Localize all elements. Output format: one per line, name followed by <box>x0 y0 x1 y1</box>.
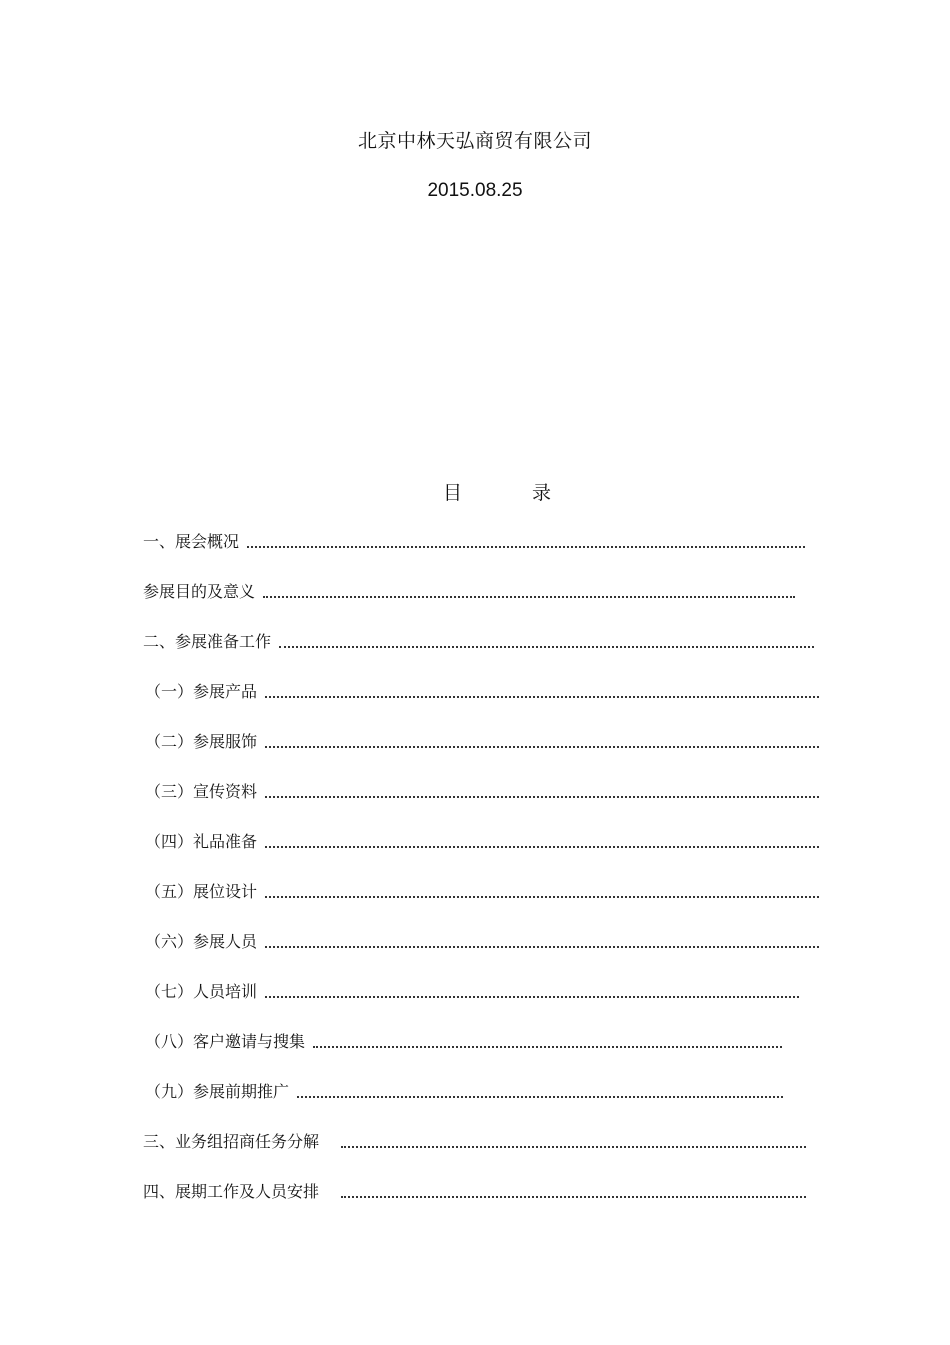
toc-entry-label: （七）人员培训 <box>145 982 258 1001</box>
dot-leader <box>263 596 795 598</box>
toc-entry[interactable] <box>143 528 805 552</box>
toc-entry-label: （二）参展服饰 <box>145 732 258 751</box>
toc-entry[interactable] <box>145 1028 782 1052</box>
dot-leader <box>279 646 814 648</box>
dot-leader <box>297 1096 783 1098</box>
dot-leader <box>265 746 819 748</box>
dot-leader <box>313 1046 782 1048</box>
toc-entry[interactable] <box>145 728 819 752</box>
toc-entry[interactable] <box>145 678 819 702</box>
dot-leader <box>265 696 819 698</box>
toc-entry[interactable] <box>145 878 819 902</box>
document-date: 2015.08.25 <box>427 180 523 201</box>
dot-leader <box>265 796 819 798</box>
toc-entry[interactable] <box>145 928 819 952</box>
toc-entry-label: 三、业务组招商任务分解 <box>143 1132 320 1151</box>
toc-entry-label: （四）礼品准备 <box>145 832 258 851</box>
toc-entry-label: 二、参展准备工作 <box>143 632 272 651</box>
toc-entry-label: 一、展会概况 <box>143 532 240 551</box>
dot-leader <box>341 1196 806 1198</box>
dot-leader <box>341 1146 806 1148</box>
dot-leader <box>265 846 819 848</box>
toc-entry-label: （八）客户邀请与搜集 <box>145 1032 306 1051</box>
toc-entry-label: （一）参展产品 <box>145 682 258 701</box>
toc-entry[interactable] <box>143 1178 806 1202</box>
toc-entry[interactable] <box>145 778 819 802</box>
toc-entry[interactable] <box>143 628 814 652</box>
dot-leader <box>265 896 819 898</box>
toc-entry-label: （三）宣传资料 <box>145 782 258 801</box>
dot-leader <box>265 946 819 948</box>
company-name: 北京中林天弘商贸有限公司 <box>357 130 592 152</box>
toc-entry-label: （六）参展人员 <box>145 932 258 951</box>
toc-entry-label: 四、展期工作及人员安排 <box>143 1182 320 1201</box>
dot-leader <box>247 546 805 548</box>
toc-entry[interactable] <box>145 978 799 1002</box>
dot-leader <box>265 996 799 998</box>
toc-entry[interactable] <box>143 578 795 602</box>
toc-entry[interactable] <box>145 828 819 852</box>
toc-title: 目 录 <box>443 482 584 504</box>
toc-entry[interactable] <box>143 1128 806 1152</box>
toc-entry[interactable] <box>145 1078 783 1102</box>
toc-entry-label: （五）展位设计 <box>145 882 258 901</box>
toc-entry-label: 参展目的及意义 <box>143 582 256 601</box>
toc-entry-label: （九）参展前期推广 <box>145 1082 290 1101</box>
